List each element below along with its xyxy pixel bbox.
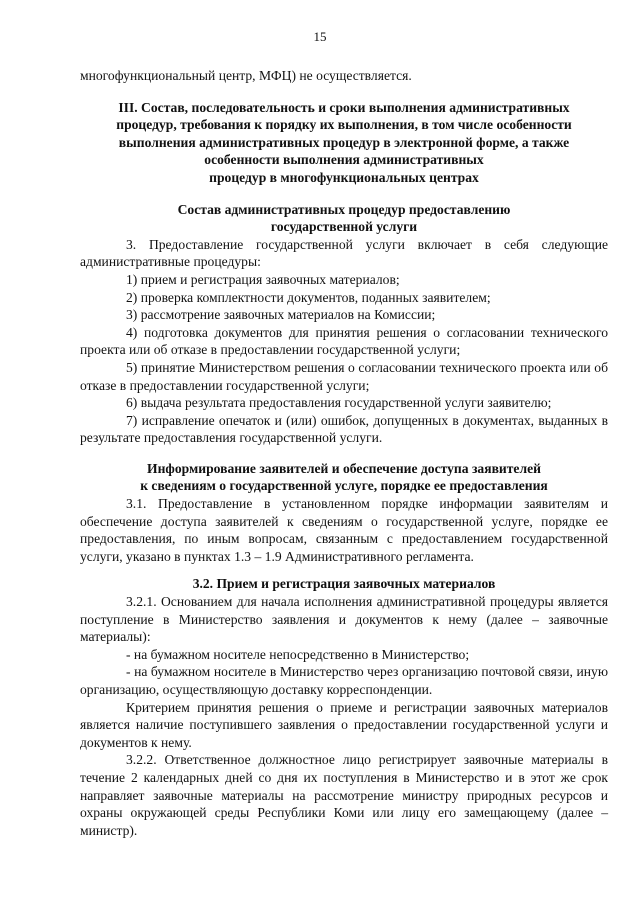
section-title [80, 99, 608, 187]
section-title-line: процедур, требования к порядку их выполнения, в том числе особенности [116, 117, 572, 133]
paragraph-3: 3. Предоставление государственной услуги включает в себя следующие административные процедуры: [80, 236, 608, 270]
paragraph-criterion: Критерием принятия решения о приеме и регистрации заявочных материалов является наличие поступившего заявления о предоставлении государственной услуги и документов к нему. [80, 699, 608, 750]
subsection-title-line: Информирование заявителей и обеспечение доступа заявителей [147, 460, 541, 476]
subsection-title-reception: 3.2. Прием и регистрация заявочных материалов [192, 576, 496, 592]
list-item: - на бумажном носителе в Министерство через организацию почтовой связи, иную организацию, осуществляющую доставку корреспонденции. [80, 664, 608, 697]
section-title-line: III. Состав, последовательность и сроки выполнения административных [118, 99, 570, 115]
paragraph-3-2-1: 3.2.1. Основанием для начала исполнения административной процедуры является поступление в Министерство заявления и документов к нему (далее – заявочные материалы): [80, 594, 608, 645]
paragraph-3-1: 3.1. Предоставление в установленном порядке информации заявителям и обеспечение доступа заявителей к сведениям о государственной услуге, порядке ее предоставления, по иным вопросам, связанным с предоставлением государственной услуги, указано в пунктах 1.3 – 1.9 Административного регламента. [80, 496, 608, 564]
list-item: 4) подготовка документов для принятия решения о согласовании технического проекта или об отказе в предоставлении государственной услуги; [80, 324, 608, 358]
list-item: 3) рассмотрение заявочных материалов на Комиссии; [126, 307, 436, 323]
page-number: 15 [313, 29, 327, 44]
intro-line: многофункциональный центр, МФЦ) не осуществляется. [80, 68, 412, 83]
section-title-line: процедур в многофункциональных центрах [209, 169, 479, 185]
document-body [80, 67, 608, 839]
section-title-line: выполнения административных процедур в электронной форме, а также [118, 134, 570, 150]
list-item: 1) прием и регистрация заявочных материалов; [126, 271, 400, 287]
list-item: 2) проверка комплектности документов, поданных заявителем; [126, 289, 491, 305]
list-item: 6) выдача результата предоставления государственной услуги заявителю; [126, 395, 552, 411]
subsection-title-composition [80, 201, 608, 236]
subsection-title-line: государственной услуги [270, 219, 418, 235]
subsection-title-line: Состав административных процедур предоставлению [177, 201, 511, 217]
paragraph-3-2-2: 3.2.2. Ответственное должностное лицо регистрирует заявочные материалы в течение 2 календарных дней со дня их поступления в Министерство и в этот же срок направляет заявочные материалы на рассмотрение министру природных ресурсов и охраны окружающей среды Республики Коми или лицу его замещающему (далее – министр). [80, 752, 608, 838]
list-item: 5) принятие Министерством решения о согласовании технического проекта или об отказе в предоставлении государственной услуги; [80, 359, 608, 393]
subsection-title-line: к сведениям о государственной услуге, порядке ее предоставления [140, 478, 548, 494]
section-title-line: особенности выполнения административных [204, 152, 484, 168]
list-item: 7) исправление опечаток и (или) ошибок, допущенных в документах, выданных в результате предоставления государственной услуги. [80, 412, 608, 446]
subsection-title-informing [80, 460, 608, 495]
list-item: - на бумажном носителе непосредственно в Министерство; [126, 646, 470, 662]
